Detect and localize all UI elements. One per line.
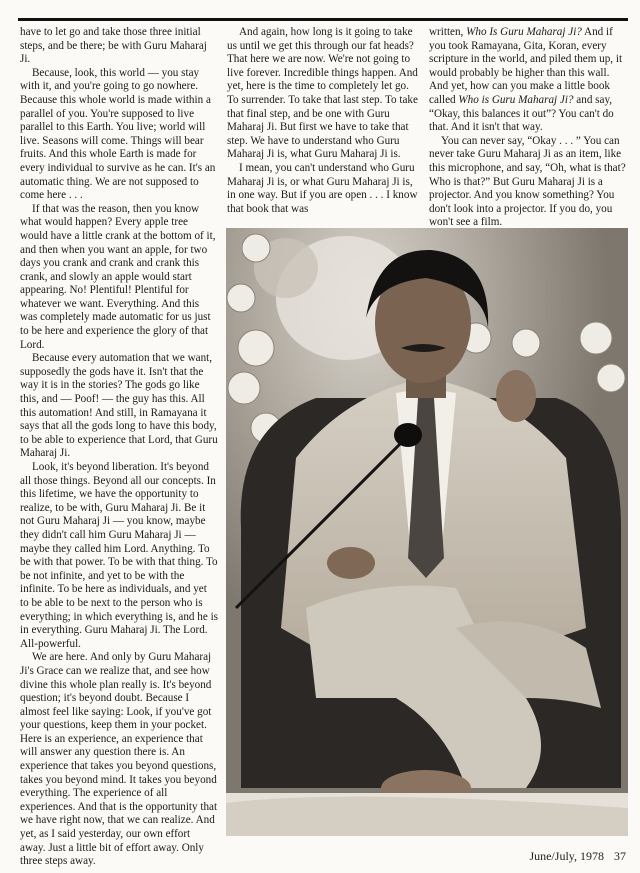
- book-title: Who Is Guru Maharaj Ji?: [466, 26, 582, 38]
- text-run: And if you took Ramayana, Gita, Koran, every scripture in the world, and piled them up, it would probably be higher than this wall. And yet, how can you make a little book called: [429, 26, 623, 106]
- speaker-photo: [226, 228, 628, 836]
- paragraph: [429, 26, 628, 135]
- paragraph: We are here. And only by Guru Maharaj Ji's Grace can we realize that, and see how divine this whole plan really is. It's beyond question; it's beyond doubt. Because I almost feel like saying: Look, if you've got your questions, keep them in your pocket. Here is an experience, an experience that will answer any question there is. An experience that takes you beyond questions, takes you beyond mind. It takes you beyond everything. The experience of all experiences. And that is the opportunity that we have right now, that we can realize. And yet, as I said yesterday, our own effort away. Just a little bit of effort away. Only three steps away.: [20, 651, 218, 868]
- paragraph: And again, how long is it going to take us until we get this through our fat heads? That here we are now. We're not going to live forever. Incredible things happen. And yet, here is the time to completely let go. To surrender. To take that last step. To take that final step, and be one with Guru Maharaj Ji. But first we have to take that step. We have to understand who Guru Maharaj Ji is, what Guru Maharaj Ji is.: [227, 26, 418, 161]
- text-run: written,: [429, 26, 467, 38]
- paragraph: Because, look, this world — you stay with it, and you're going to go nowhere. Because this whole world is made within a parallel of you. You're supposed to live parallel to this Earth. You live; world will live. Seasons will come. Things will bear fruits. And this whole Earth is made for every individual to survive as he can. It's an automatic thing. We are not supposed to come here . . .: [20, 66, 216, 202]
- text-column-2: [227, 26, 422, 216]
- paragraph: have to let go and take those three initial steps, and be there; be with Guru Maharaj Ji.: [20, 26, 207, 66]
- text-column-1: [20, 26, 218, 869]
- book-title: Who is Guru Maharaj Ji?: [458, 93, 574, 106]
- paragraph: Look, it's beyond liberation. It's beyond all those things. Beyond all our concepts. In this lifetime, we have the opportunity to realize, to be with, Guru Maharaj Ji. Be it not Guru Maharaj Ji — you know, maybe they didn't call him Guru Maharaj Ji — maybe they called him Lord. Anything. To be with that power. To be with that thing. To be not infinite, and yet to be with the infinite. To be here as individuals, and yet to be able to be next to the person who is everything; in which everything is, and he is in everything. Guru Maharaj Ji. The Lord. All-powerful.: [20, 461, 219, 650]
- top-rule: [18, 18, 628, 21]
- paragraph: If that was the reason, then you know what would happen? Every apple tree would have a little crank at the bottom of it, and then when you want an apple, for two days you crank and crank and crank this crank, and slowly an apple would start appearing. No! Plentiful! Plentiful for whatever we want. Everything. And this was completely made automatic for us just to be here and experience the glory of that Lord.: [20, 202, 216, 351]
- raised-hand: [496, 370, 536, 422]
- page-footer: [529, 849, 626, 864]
- paragraph: You can never say, “Okay . . . ” You can never take Guru Maharaj Ji as an item, like this microphone, and say, “Oh, what is that? Who is that?” But Guru Maharaj Ji is a projector. And you know something? You don't look into a projector. If you do, you won't see a film.: [429, 134, 626, 229]
- microphone-icon: [394, 423, 422, 447]
- paragraph: I mean, you can't understand who Guru Maharaj Ji is, or what Guru Maharaj Ji is, in one way. But if you are open . . . I know that book that was: [227, 161, 418, 215]
- paragraph: Because every automation that we want, supposedly the gods have it. Isn't that the way it is in the stories? The gods go like this, and — Poof! — the guy has this. All this automation! And still, in Ramayana it says that all the gods long to have this body, to be able to experience that Lord, that Guru Maharaj Ji.: [20, 352, 218, 460]
- issue-date: June/July, 1978: [529, 849, 604, 863]
- page-number: 37: [614, 849, 626, 863]
- text-column-3: [429, 26, 628, 230]
- speaker-photo-illustration: [226, 228, 628, 836]
- text-run: and say, “Okay, this balances it out”? You can't do that. And it isn't that way.: [429, 93, 614, 134]
